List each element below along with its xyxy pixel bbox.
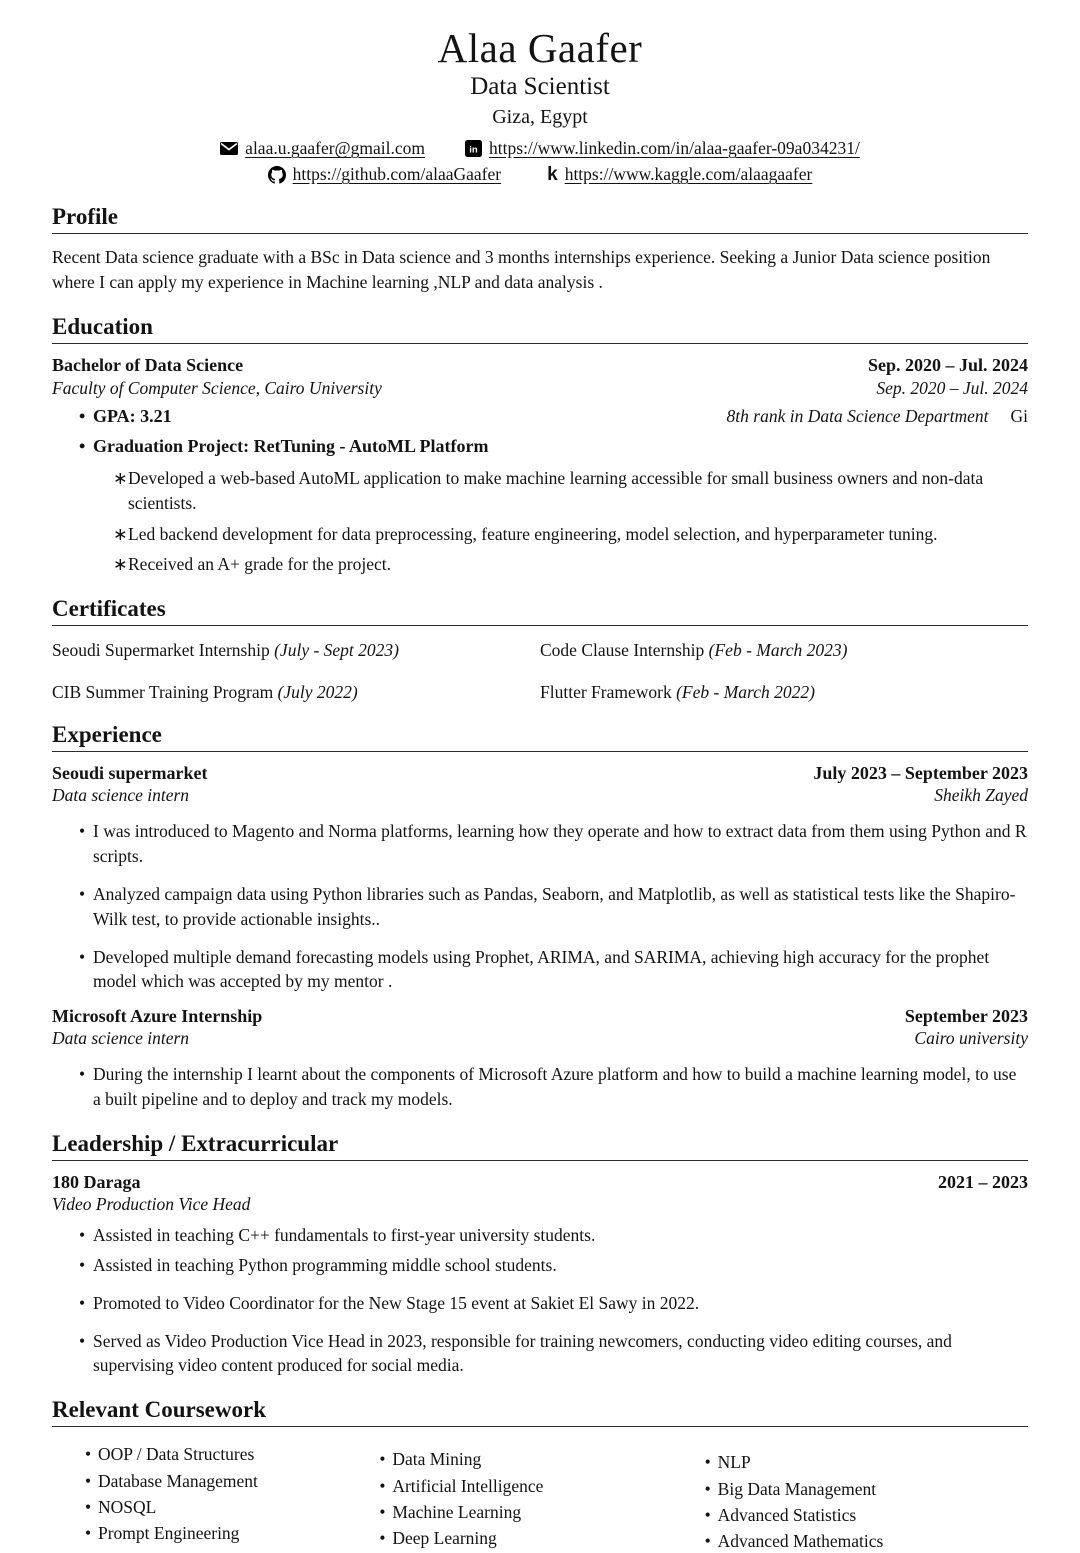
education-section-title: Education [52,314,1028,344]
section-profile [52,204,1028,295]
certificates-grid [52,640,1028,703]
email-contact [220,138,425,159]
section-certificates [52,596,1028,703]
kaggle-contact [547,164,812,185]
course-item: • Artificial Intelligence [377,1476,702,1497]
job-location: Cairo university [914,1028,1028,1049]
class-rank: 8th rank in Data Science Department Gi [726,405,1028,426]
course-item: • Data Mining [377,1449,702,1470]
project-bullet: ∗ Led backend development for data preprocessing, feature engineering, model selection, and hyperparameter tuning. [52,522,1028,547]
coursework-column-3 [703,1447,1028,1552]
job-location: Sheikh Zayed [934,785,1028,806]
section-experience [52,722,1028,1112]
org-dates: 2021 – 2023 [938,1172,1028,1192]
job-entry [52,1006,1028,1112]
job-role: Data science intern [52,1028,190,1049]
job-entry [52,763,1028,994]
section-education [52,314,1028,577]
linkedin-link[interactable]: https://www.linkedin.com/in/alaa-gaafer-09a034231/ [489,138,860,159]
org-role: Video Production Vice Head [52,1194,251,1214]
school-dates: Sep. 2020 – Jul. 2024 [876,377,1028,398]
certificate-item: Flutter Framework (Feb - March 2022) [540,682,815,703]
github-link[interactable]: https://github.com/alaaGaafer [292,164,502,185]
course-item: • Database Management [52,1471,377,1492]
org-name: 180 Daraga [52,1172,141,1192]
person-title: Data Scientist [470,73,610,101]
email-link[interactable]: alaa.u.gaafer@gmail.com [245,138,426,159]
job-dates: September 2023 [904,1006,1028,1027]
person-location: Giza, Egypt [492,106,588,129]
job-bullet: • Analyzed campaign data using Python libraries such as Pandas, Seaborn, and Matplotlib, as well as statistical tests like the Shapiro-Wilk test, to provide actionable insights.. [52,882,1028,932]
course-item: • Advanced Mathematics [703,1531,1028,1552]
certificates-section-title: Certificates [52,596,1028,626]
course-item: • OOP / Data Structures [52,1444,377,1465]
certificate-item: Code Clause Internship (Feb - March 2023) [540,640,848,661]
kaggle-icon: k [547,164,558,186]
coursework-column-2 [377,1444,702,1552]
leadership-bullet: • Assisted in teaching C++ fundamentals to first-year university students. [52,1223,1028,1248]
course-item: • Advanced Statistics [703,1505,1028,1526]
course-item: • Machine Learning [377,1502,702,1523]
experience-section-title: Experience [52,722,1028,752]
linkedin-icon [465,140,482,157]
job-dates: July 2023 – September 2023 [813,763,1028,784]
header [52,26,1028,185]
section-leadership [52,1131,1028,1378]
coursework-column-1 [52,1439,377,1552]
course-item: • Big Data Management [703,1479,1028,1500]
degree-dates: Sep. 2020 – Jul. 2024 [867,354,1028,375]
kaggle-link[interactable]: https://www.kaggle.com/alaagaafer [564,164,813,185]
github-contact [268,164,501,185]
leadership-bullet: • Served as Video Production Vice Head in 2023, responsible for training newcomers, conducting video editing courses, and supervising video content produced for social media. [52,1329,1028,1379]
section-coursework [52,1397,1028,1552]
job-bullet: • I was introduced to Magento and Norma platforms, learning how they operate and how to extract data from them using Python and R scripts. [52,819,1028,869]
project-bullet: ∗ Received an A+ grade for the project. [52,552,1028,577]
rank-suffix: Gi [1010,405,1028,426]
graduation-project-heading: • Graduation Project: RetTuning - AutoML Platform [52,434,1028,460]
contact-row-2 [52,164,1028,185]
project-bullet: ∗ Developed a web-based AutoML application to make machine learning accessible for small business owners and non-data scientists. [52,466,1028,516]
envelope-icon [220,142,238,155]
leadership-bullet: • Assisted in teaching Python programming middle school students. [52,1253,1028,1278]
job-bullet: • Developed multiple demand forecasting models using Prophet, ARIMA, and SARIMA, achieving high accuracy for the prophet model which was accepted by my mentor . [52,945,1028,995]
certificate-item: Seoudi Supermarket Internship (July - Sept 2023) [52,640,399,661]
job-company: Seoudi supermarket [52,763,208,784]
course-item: • NLP [703,1452,1028,1473]
person-name: Alaa Gaafer [437,25,643,71]
coursework-section-title: Relevant Coursework [52,1397,1028,1427]
profile-text: Recent Data science graduate with a BSc in Data science and 3 months internships experience. Seeking a Junior Data science position where I can apply my experience in Machine learning ,NLP and data analysis . [52,247,991,292]
degree-name: Bachelor of Data Science [52,354,244,375]
course-item: • Deep Learning [377,1528,702,1549]
svg-text:in: in [469,144,478,156]
coursework-grid [52,1439,1028,1552]
school-name: Faculty of Computer Science, Cairo University [52,377,382,398]
leadership-bullet: • Promoted to Video Coordinator for the New Stage 15 event at Sakiet El Sawy in 2022. [52,1291,1028,1316]
certificate-item: CIB Summer Training Program (July 2022) [52,682,358,703]
course-item: • NOSQL [52,1497,377,1518]
gpa-value: • GPA: 3.21 [52,404,172,430]
job-company: Microsoft Azure Internship [52,1006,263,1027]
job-role: Data science intern [52,785,190,806]
github-icon [268,166,286,184]
profile-section-title: Profile [52,204,1028,234]
leadership-section-title: Leadership / Extracurricular [52,1131,1028,1161]
job-bullet: • During the internship I learnt about the components of Microsoft Azure platform and how to build a machine learning model, to use a built pipeline and to deploy and track my models. [52,1062,1028,1112]
contact-row-1 [52,138,1028,159]
linkedin-contact [465,138,860,159]
course-item: • Prompt Engineering [52,1523,377,1544]
